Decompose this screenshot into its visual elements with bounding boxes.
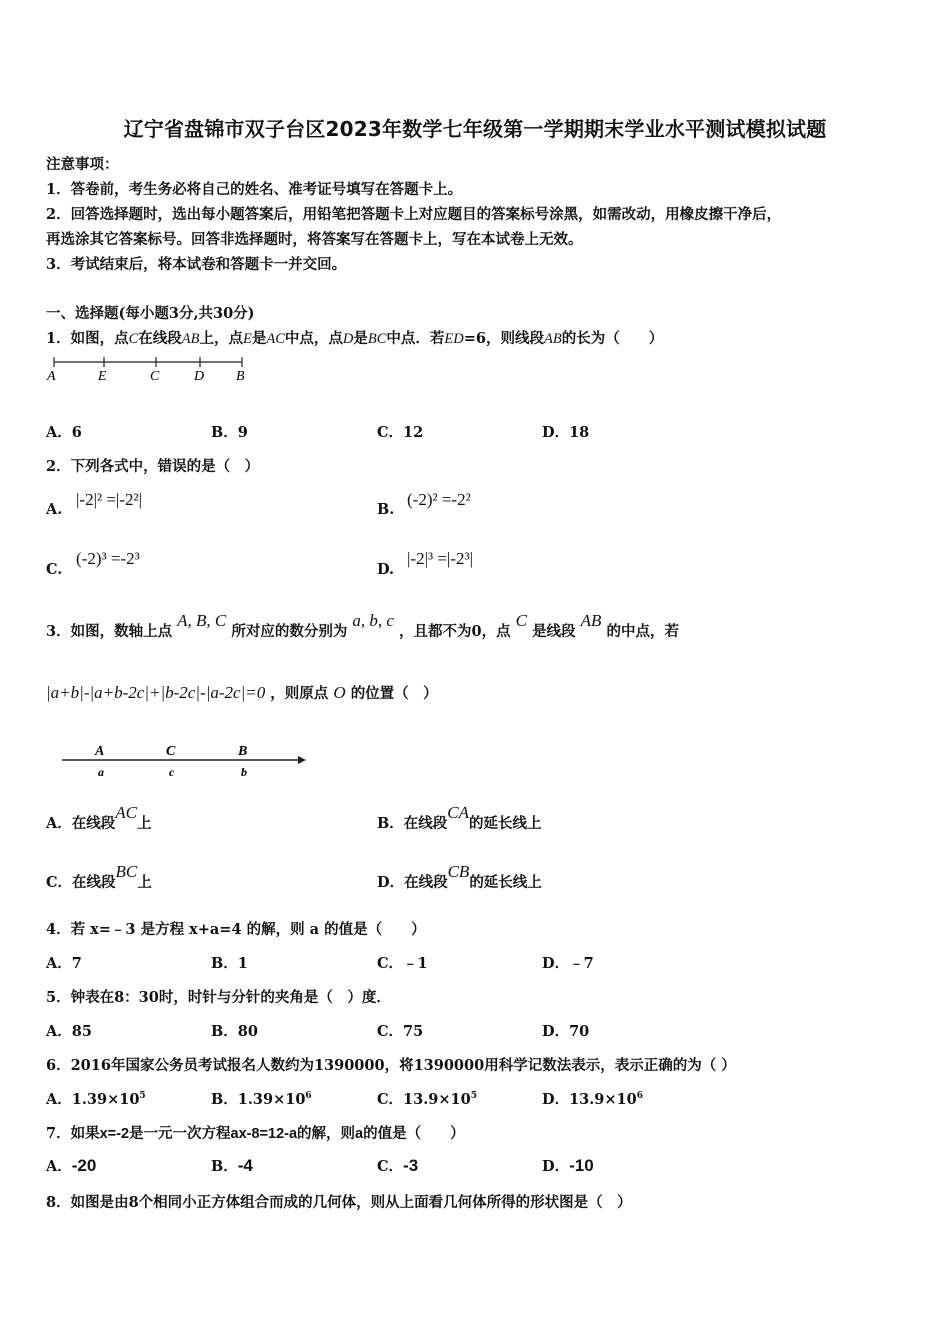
q2-stem: 2．下列各式中，错误的是（ ）	[46, 458, 260, 475]
q3-value-a: a	[98, 765, 104, 779]
q3-point-c: C	[166, 744, 176, 759]
q3-number-line-figure	[58, 740, 310, 782]
q5-option-d[interactable]: D．70	[542, 1023, 590, 1040]
q7-option-b[interactable]: B．-4	[211, 1156, 253, 1175]
q2-option-c-expr: (-2)³ =-2³	[76, 549, 140, 568]
q2-option-a-label[interactable]: A.	[46, 501, 63, 518]
q1-label-e: E	[98, 369, 107, 384]
q4-option-b[interactable]: B．1	[211, 955, 248, 972]
q7-stem: 7．如果x=-2是一元一次方程ax-8=12-a的解，则a的值是（ ）	[46, 1125, 465, 1142]
q2-option-a-expr: |-2|² =|-2²|	[76, 490, 142, 509]
q2-option-d-expr: |-2|³ =|-2³|	[407, 549, 473, 568]
q4-option-d[interactable]: D．﹣7	[542, 955, 594, 972]
page-title: 辽宁省盘锦市双子台区2023年数学七年级第一学期期末学业水平测试模拟试题	[123, 117, 827, 141]
q3-stem-line2: |a+b|-|a+b-2c|+|b-2c|-|a-2c|=0 ，则原点 O 的位置（ ）	[46, 683, 438, 702]
q5-option-b[interactable]: B．80	[211, 1023, 258, 1040]
notice-item-2-cont: 再选涂其它答案标号。回答非选择题时，将答案写在答题卡上，写在本试卷上无效。	[46, 231, 583, 248]
q1-option-d[interactable]: D．18	[542, 424, 590, 441]
q5-option-c[interactable]: C．75	[377, 1023, 424, 1040]
q3-option-b[interactable]: B．在线段CA的延长线上	[377, 803, 542, 832]
q3-value-c: c	[169, 765, 175, 779]
q3-equation: |a+b|-|a+b-2c|+|b-2c|-|a-2c|=0	[46, 683, 266, 702]
q6-stem: 6．2016年国家公务员考试报名人数约为1390000，将1390000用科学记数法表示，表示正确的为（ ）	[46, 1057, 736, 1074]
q3-option-c[interactable]: C．在线段BC上	[46, 862, 152, 891]
q3-value-b: b	[241, 765, 247, 779]
q5-option-a[interactable]: A．85	[46, 1023, 92, 1040]
q2-option-b-expr: (-2)² =-2²	[407, 490, 471, 509]
q6-option-d[interactable]: D．$13.9\times 10^6$	[542, 1091, 643, 1108]
q1-label-b: B	[236, 369, 245, 384]
q4-stem: 4．若 x=﹣3 是方程 x+a=4 的解，则 a 的值是（ ）	[46, 921, 426, 938]
q7-option-c[interactable]: C．-3	[377, 1156, 419, 1175]
q3-stem-line1: 3．如图，数轴上点 A, B, C 所对应的数分别为 a, b, c ，且都不为0，点 C 是线段 AB 的中点，若	[46, 611, 679, 640]
q1-label-c: C	[150, 369, 160, 384]
q6-option-a[interactable]: A．$1.39\times 10^5$	[46, 1091, 146, 1108]
q5-stem: 5．钟表在8：30时，时针与分针的夹角是（ ）度．	[46, 989, 391, 1006]
section-heading: 一、选择题(每小题3分,共30分)	[46, 305, 255, 322]
q1-option-a[interactable]: A．6	[46, 424, 82, 441]
q7-option-d[interactable]: D．-10	[542, 1156, 594, 1175]
notice-item-3: 3．考试结束后，将本试卷和答题卡一并交回。	[46, 256, 347, 273]
q2-option-c-label[interactable]: C.	[46, 561, 63, 578]
q4-option-a[interactable]: A．7	[46, 955, 82, 972]
q8-stem: 8．如图是由8个相同小正方体组合而成的几何体，则从上面看几何体所得的形状图是（ ）	[46, 1194, 632, 1211]
notice-item-1: 1．答卷前，考生务必将自己的姓名、准考证号填写在答题卡上。	[46, 181, 463, 198]
q6-option-b[interactable]: B．$1.39\times 10^6$	[211, 1091, 312, 1108]
notice-item-2: 2．回答选择题时，选出每小题答案后，用铅笔把答题卡上对应题目的答案标号涂黑，如需改动，用橡皮擦干净后，	[46, 206, 782, 223]
q3-option-a[interactable]: A．在线段AC上	[46, 803, 152, 832]
q2-option-d-label[interactable]: D.	[377, 561, 395, 578]
q3-option-d[interactable]: D．在线段CB的延长线上	[377, 862, 542, 891]
q1-segment-figure	[44, 352, 256, 386]
q1-label-a: A	[47, 369, 56, 384]
q1-label-d: D	[194, 369, 205, 384]
q1-stem: 1．如图，点C在线段AB上，点E是AC中点，点D是BC中点．若ED=6，则线段AB的长为（ ）	[46, 330, 664, 347]
q3-point-a: A	[95, 744, 105, 759]
q2-option-b-label[interactable]: B.	[377, 501, 395, 518]
q7-option-a[interactable]: A．-20	[46, 1156, 97, 1175]
q1-option-c[interactable]: C．12	[377, 424, 424, 441]
q1-option-b[interactable]: B．9	[211, 424, 248, 441]
notice-heading: 注意事项：	[46, 156, 119, 173]
q3-point-b: B	[238, 744, 248, 759]
q6-option-c[interactable]: C．$13.9\times 10^5$	[377, 1091, 477, 1108]
q4-option-c[interactable]: C．﹣1	[377, 955, 428, 972]
